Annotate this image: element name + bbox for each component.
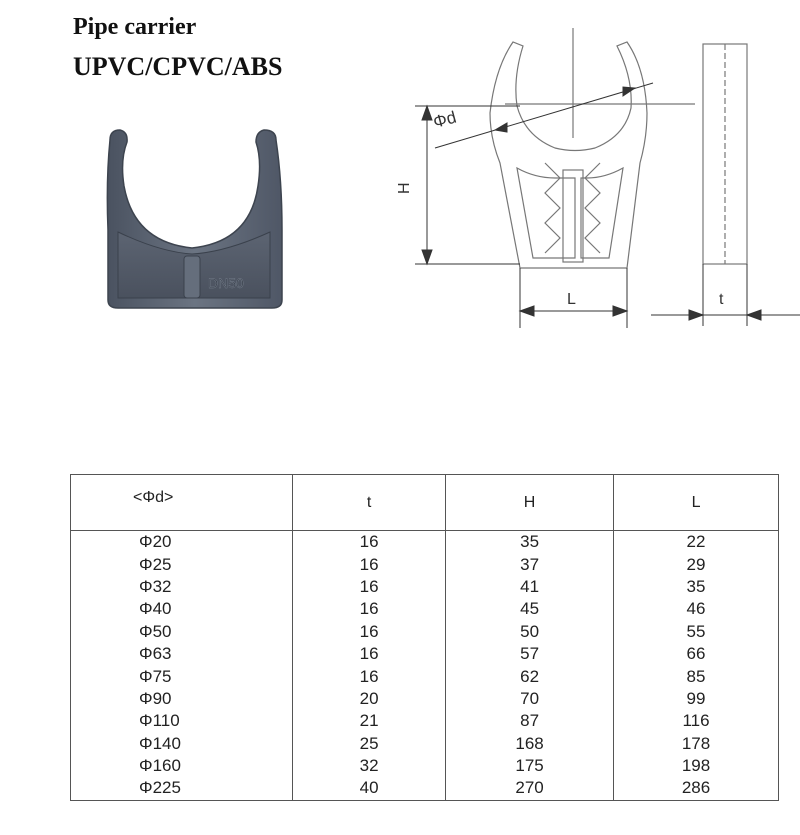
cell-diameter: Φ75 — [71, 665, 293, 687]
table-body — [71, 531, 779, 801]
cell-t: 32 — [293, 755, 446, 777]
thickness-label: t — [719, 291, 724, 308]
cell-diameter: Φ32 — [71, 576, 293, 598]
center-rib — [184, 256, 200, 298]
cell-h: 35 — [446, 531, 614, 554]
cell-l: 286 — [614, 777, 779, 800]
cell-diameter: Φ160 — [71, 755, 293, 777]
cell-h: 37 — [446, 553, 614, 575]
table-row — [71, 621, 779, 643]
cell-t: 21 — [293, 710, 446, 732]
cell-t: 16 — [293, 643, 446, 665]
dimension-drawing — [395, 28, 800, 328]
embossed-size-label: DN50 — [208, 275, 244, 291]
cell-h: 57 — [446, 643, 614, 665]
cell-diameter: Φ140 — [71, 733, 293, 755]
cell-diameter: Φ20 — [71, 531, 293, 554]
table-row — [71, 777, 779, 800]
cell-l: 198 — [614, 755, 779, 777]
cell-t: 16 — [293, 621, 446, 643]
table-row — [71, 598, 779, 620]
header-l: L — [614, 475, 779, 531]
cell-l: 35 — [614, 576, 779, 598]
header-diameter: <Φd> — [71, 475, 293, 531]
material-subtitle: UPVC/CPVC/ABS — [73, 52, 283, 81]
cell-h: 70 — [446, 688, 614, 710]
pipe-carrier-photo — [100, 120, 290, 320]
length-label: L — [567, 291, 576, 308]
cell-diameter: Φ63 — [71, 643, 293, 665]
cell-t: 16 — [293, 598, 446, 620]
cell-l: 116 — [614, 710, 779, 732]
cell-diameter: Φ50 — [71, 621, 293, 643]
cell-t: 16 — [293, 531, 446, 554]
cell-l: 99 — [614, 688, 779, 710]
diameter-label: Φd — [431, 107, 459, 132]
cell-h: 45 — [446, 598, 614, 620]
cell-t: 40 — [293, 777, 446, 800]
cell-t: 16 — [293, 665, 446, 687]
cell-diameter: Φ110 — [71, 710, 293, 732]
cell-l: 85 — [614, 665, 779, 687]
table-row — [71, 755, 779, 777]
center-slot — [563, 170, 583, 262]
table-row — [71, 531, 779, 554]
table-row — [71, 553, 779, 575]
cell-l: 55 — [614, 621, 779, 643]
product-title: Pipe carrier — [73, 14, 197, 40]
cell-diameter: Φ40 — [71, 598, 293, 620]
cell-diameter: Φ90 — [71, 688, 293, 710]
cell-l: 22 — [614, 531, 779, 554]
table-row — [71, 688, 779, 710]
height-label: H — [396, 182, 413, 194]
cell-diameter: Φ25 — [71, 553, 293, 575]
table-row — [71, 733, 779, 755]
header-h: H — [446, 475, 614, 531]
table-row — [71, 710, 779, 732]
cell-h: 41 — [446, 576, 614, 598]
table-header-row — [71, 475, 779, 531]
cell-l: 29 — [614, 553, 779, 575]
table-row — [71, 643, 779, 665]
cell-t: 25 — [293, 733, 446, 755]
table-row — [71, 665, 779, 687]
cell-h: 175 — [446, 755, 614, 777]
cell-diameter: Φ225 — [71, 777, 293, 800]
table-row — [71, 576, 779, 598]
header-t: t — [293, 475, 446, 531]
cell-h: 87 — [446, 710, 614, 732]
cell-h: 62 — [446, 665, 614, 687]
cell-t: 20 — [293, 688, 446, 710]
cell-h: 168 — [446, 733, 614, 755]
cell-h: 270 — [446, 777, 614, 800]
cell-t: 16 — [293, 553, 446, 575]
cell-t: 16 — [293, 576, 446, 598]
spec-table — [70, 474, 779, 801]
cell-h: 50 — [446, 621, 614, 643]
cell-l: 178 — [614, 733, 779, 755]
cell-l: 46 — [614, 598, 779, 620]
cell-l: 66 — [614, 643, 779, 665]
front-view-outline — [490, 42, 647, 268]
